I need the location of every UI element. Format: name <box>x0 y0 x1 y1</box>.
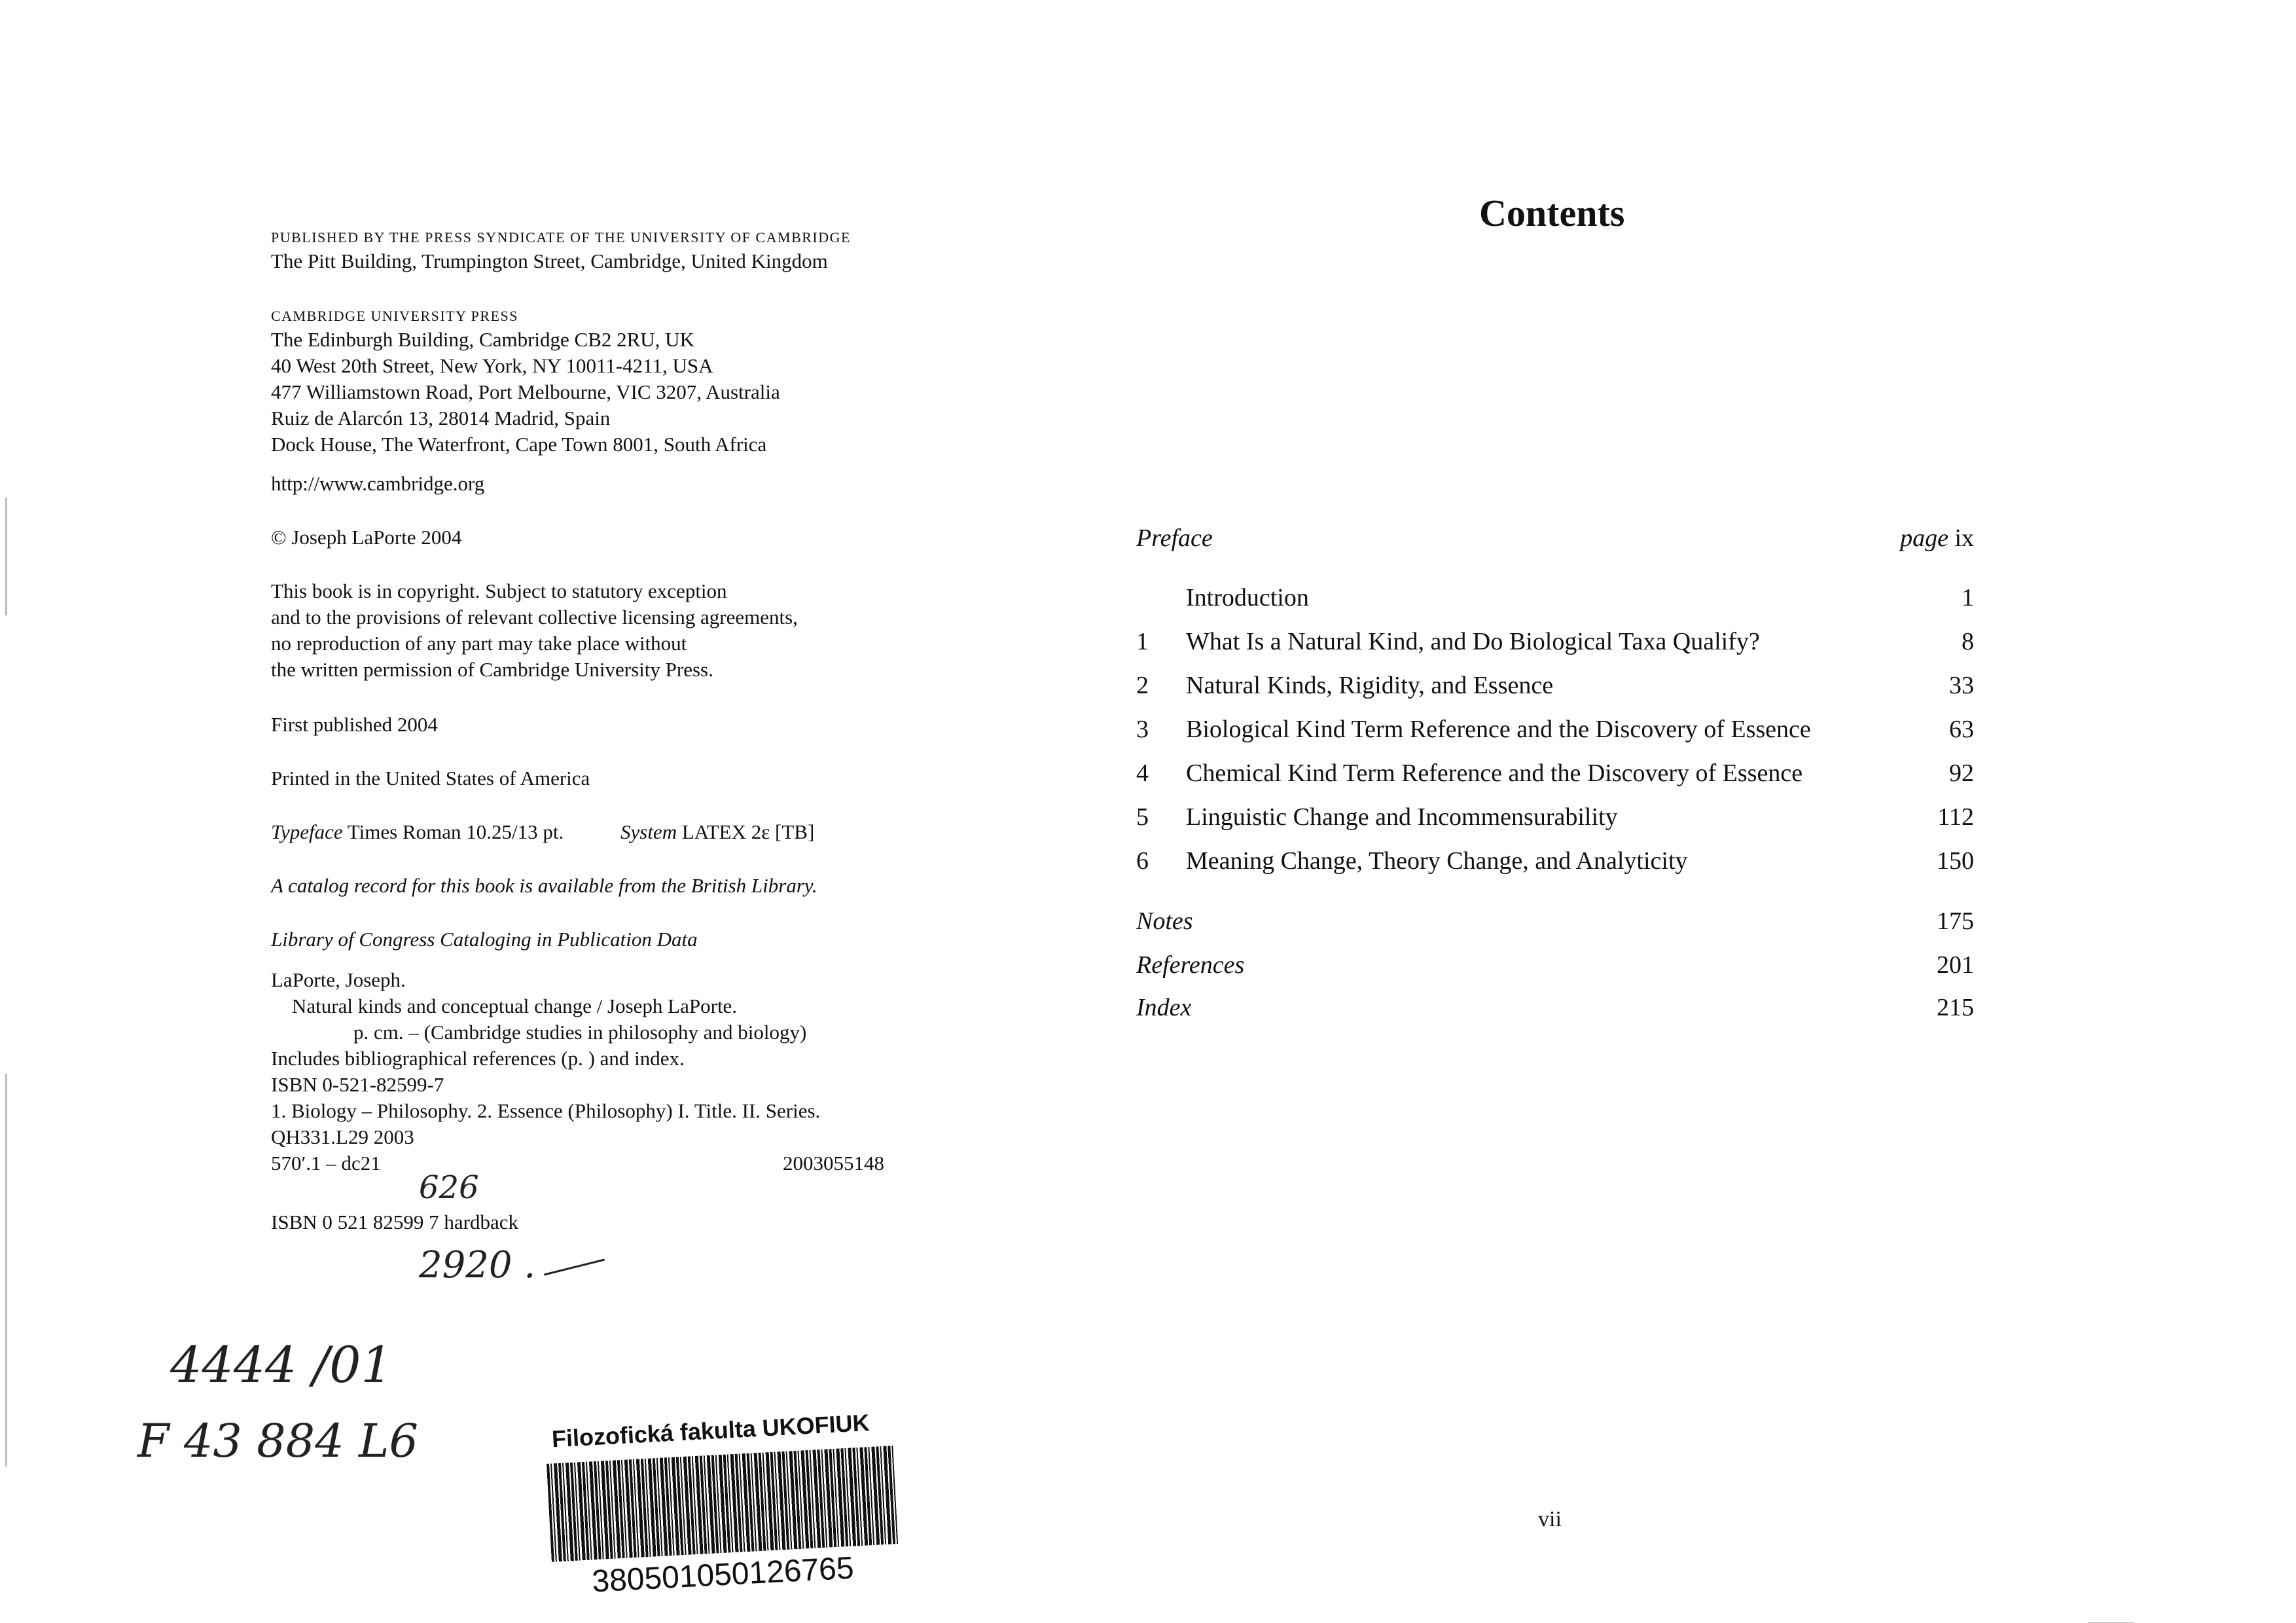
barcode-number: 380501050126765 <box>591 1550 855 1599</box>
press-name: CAMBRIDGE UNIVERSITY PRESS <box>271 308 519 324</box>
toc-page: 1 <box>1962 584 1974 611</box>
page-folio: vii <box>1538 1507 1562 1531</box>
loc-heading: Library of Congress Cataloging in Publication Data <box>271 928 698 951</box>
toc-row <box>1136 803 1974 842</box>
copyright-notice-line: the written permission of Cambridge University Press. <box>271 658 713 681</box>
toc-row <box>1136 583 1974 623</box>
printed-in: Printed in the United States of America <box>271 767 590 790</box>
cip-line: Natural kinds and conceptual change / Joseph LaPorte. <box>292 994 738 1017</box>
system-label: System <box>620 820 677 843</box>
handwritten-note: F 43 884 L6 <box>137 1414 419 1468</box>
toc-row <box>1136 627 1974 666</box>
toc-title: Introduction <box>1186 584 1309 611</box>
toc-page: 112 <box>1937 803 1974 831</box>
cip-line: LaPorte, Joseph. <box>271 968 406 991</box>
handwritten-stroke <box>544 1259 605 1276</box>
catalog-record: A catalog record for this book is available from the British Library. <box>271 874 817 897</box>
address-line: Dock House, The Waterfront, Cape Town 8001, South Africa <box>271 433 767 456</box>
cip-number: 2003055148 <box>783 1152 884 1175</box>
toc-row <box>1136 847 1974 886</box>
publisher-address: The Pitt Building, Trumpington Street, Cambridge, United Kingdom <box>271 249 828 272</box>
toc-page: 175 <box>1937 907 1974 935</box>
toc-number: 3 <box>1136 716 1149 743</box>
copyright-notice-line: and to the provisions of relevant collective licensing agreements, <box>271 606 798 629</box>
library-barcode <box>545 1408 907 1609</box>
imprint-page <box>0 0 1113 1623</box>
toc-number: 2 <box>1136 672 1149 699</box>
copyright-notice-line: This book is in copyright. Subject to statutory exception <box>271 579 727 602</box>
system-value: LATEX 2ε [TB] <box>681 820 815 843</box>
toc-number: 1 <box>1136 628 1149 655</box>
toc-page-number: ix <box>1954 524 1974 552</box>
cip-line: ISBN 0-521-82599-7 <box>271 1073 444 1096</box>
handwritten-note: 2920 . <box>419 1244 536 1286</box>
toc-title: Biological Kind Term Reference and the Discovery of Essence <box>1186 716 1811 743</box>
toc-page: 215 <box>1937 994 1974 1021</box>
address-line: Ruiz de Alarcón 13, 28014 Madrid, Spain <box>271 407 611 429</box>
toc-number: 6 <box>1136 847 1149 875</box>
toc-number: 4 <box>1136 759 1149 787</box>
cip-line: Includes bibliographical references (p. ) and index. <box>271 1047 685 1070</box>
toc-title: Chemical Kind Term Reference and the Discovery of Essence <box>1186 759 1803 787</box>
toc-title: Linguistic Change and Incommensurability <box>1186 803 1618 831</box>
toc-page <box>1900 524 1974 553</box>
cip-line: 570′.1 – dc21 <box>271 1152 381 1175</box>
toc-row <box>1136 715 1974 754</box>
toc-title: Preface <box>1136 524 1213 552</box>
isbn-line: ISBN 0 521 82599 7 hardback <box>271 1211 518 1233</box>
handwritten-note: 626 <box>419 1169 479 1206</box>
cip-line: p. cm. – (Cambridge studies in philosophy and biology) <box>353 1021 807 1044</box>
toc-title: References <box>1136 951 1245 979</box>
toc-number: 5 <box>1136 803 1149 831</box>
cip-line: QH331.L29 2003 <box>271 1125 414 1148</box>
typeface-line <box>271 820 564 845</box>
first-published: First published 2004 <box>271 713 438 736</box>
toc-title: Index <box>1136 994 1192 1021</box>
toc-preface <box>1136 524 1974 563</box>
toc-title: Notes <box>1136 907 1193 935</box>
copyright-line: © Joseph LaPorte 2004 <box>271 526 462 549</box>
toc-title: What Is a Natural Kind, and Do Biological Taxa Qualify? <box>1186 628 1760 655</box>
typeface-value: Times Roman 10.25/13 pt. <box>347 820 564 843</box>
toc-page: 92 <box>1949 759 1974 787</box>
barcode-bars <box>547 1446 898 1562</box>
toc-backmatter <box>1136 951 1974 990</box>
cip-line: 1. Biology – Philosophy. 2. Essence (Philosophy) I. Title. II. Series. <box>271 1099 821 1122</box>
toc-page: 33 <box>1949 672 1974 699</box>
toc-row <box>1136 759 1974 798</box>
barcode-label: Filozofická fakulta UKOFIUK <box>550 1409 870 1453</box>
toc-page: 8 <box>1962 628 1974 655</box>
toc-title: Natural Kinds, Rigidity, and Essence <box>1186 672 1554 699</box>
toc-title: Meaning Change, Theory Change, and Analyticity <box>1186 847 1688 875</box>
publisher-line: PUBLISHED BY THE PRESS SYNDICATE OF THE UNIVERSITY OF CAMBRIDGE <box>271 229 851 246</box>
toc-page: 150 <box>1937 847 1974 875</box>
toc-page: 201 <box>1937 951 1974 979</box>
copyright-notice-line: no reproduction of any part may take place without <box>271 632 687 655</box>
address-line: The Edinburgh Building, Cambridge CB2 2RU, UK <box>271 328 694 351</box>
page-label: page <box>1900 524 1948 552</box>
toc-row <box>1136 671 1974 710</box>
publisher-url: http://www.cambridge.org <box>271 472 485 495</box>
address-line: 477 Williamstown Road, Port Melbourne, VIC 3207, Australia <box>271 380 780 403</box>
handwritten-note: 4444 /01 <box>170 1336 393 1394</box>
system-line <box>620 820 814 845</box>
toc-backmatter <box>1136 907 1974 946</box>
address-line: 40 West 20th Street, New York, NY 10011-4211, USA <box>271 354 713 377</box>
toc-backmatter <box>1136 993 1974 1032</box>
typeface-label: Typeface <box>271 820 343 843</box>
toc-page: 63 <box>1949 716 1974 743</box>
contents-title: Contents <box>1479 192 1625 234</box>
